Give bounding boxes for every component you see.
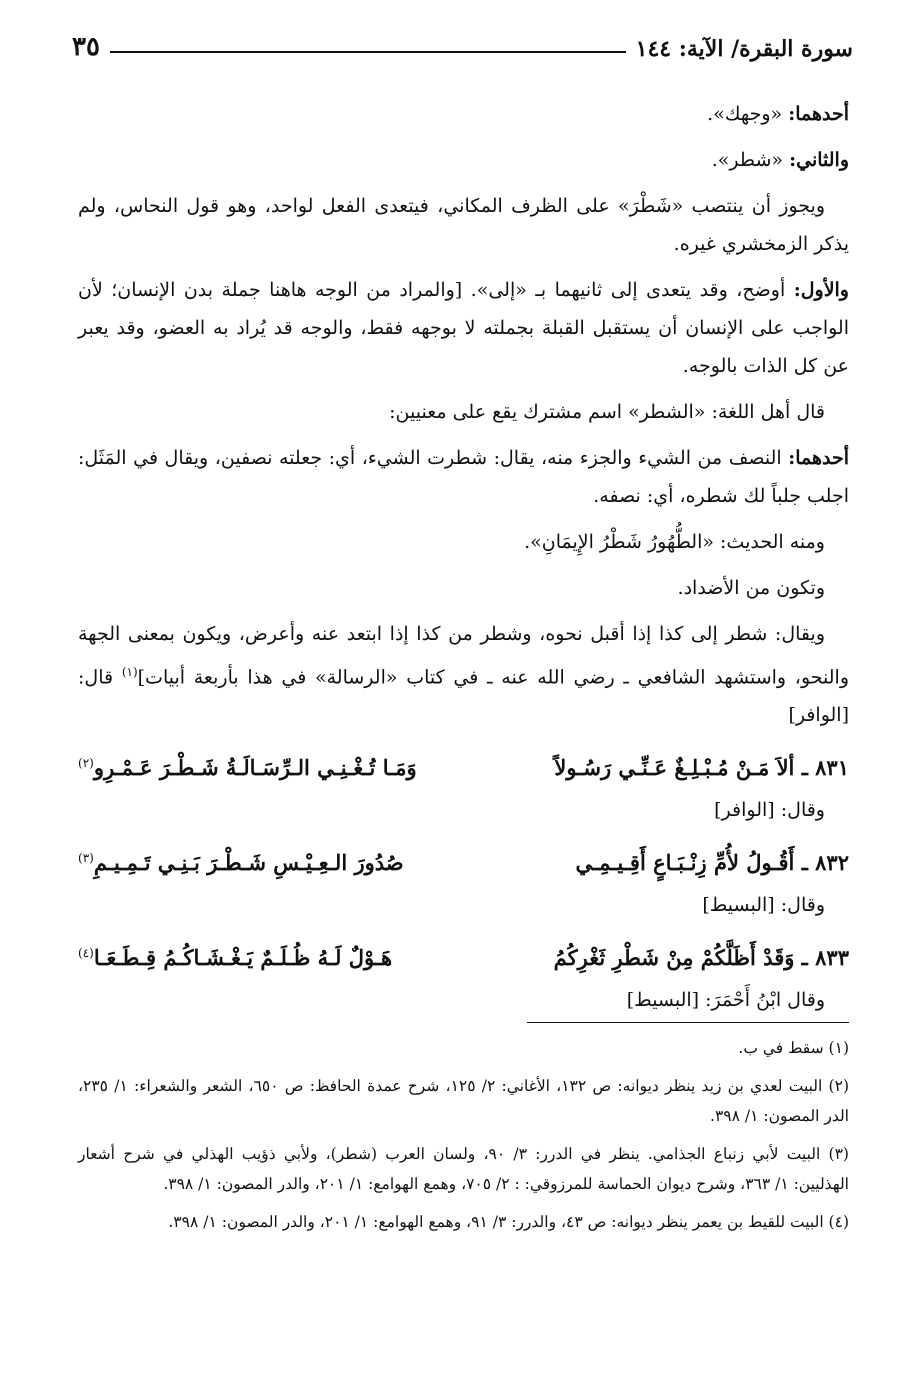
paragraph [78,615,849,734]
paragraph-label: والأول: [793,279,849,301]
verse-first-hemistich: ٨٣٣ ـ وَقَدْ أَظَلَّكُمْ مِنْ شَطْرِ ثَغْرِكُمُ [553,945,849,971]
meter-note: وقال: [الوافر] [714,799,825,822]
hemistich-text: وَمَـا تُـغْـنِـي الـرِّسَـالَـةُ شَـطْـرَ عَـمْـرِو [93,755,417,781]
footnote: (٣) البيت لأبي زنباع الجذامي. ينظر في الدرر: ٣/ ٩٠، ولسان العرب (شطر)، ولأبي ذؤيب الهذلي في شرح أشعار الهذليين: ١/ ٣٦٣، وشرح ديوان الحماسة للمرزوقي: : ٢/ ٧٠٥، وهمع الهوامع: ١/ ٢٠١، والدر المصون: ١/ ٣٩٨. [78,1145,849,1193]
poem-verse [78,839,849,882]
poem-verse [78,934,849,977]
paragraph-text: أوضح، وقد يتعدى إلى ثانيهما بـ «إلى». [والمراد من الوجه هاهنا جملة بدن الإنسان؛ لأن الواجب على الإنسان أن يستقبل القبلة بجملته لا بوجهه فقط، والوجه قد يُراد به العضو، وقد يعبر عن كل الذات بالوجه. [78,279,849,377]
paragraph-text: قال: [الوافر] [78,666,849,727]
verse-second-hemistich [78,934,392,977]
verse-second-hemistich [78,744,417,787]
paragraph: ومنه الحديث: «الطُّهُورُ شَطْرُ الإِيمَانِ». [524,531,825,553]
paragraph-text: «وجهك». [707,103,789,125]
paragraph-text: «شطر». [711,149,790,171]
paragraph-label: والثاني: [789,149,849,171]
paragraph [78,141,849,179]
paragraph [78,439,849,515]
poem-verse [78,744,849,787]
paragraph [78,271,849,385]
paragraph-label: أحدهما: [788,103,849,125]
verse-first-hemistich: ٨٣١ ـ ألاَ مَـنْ مُـبْـلِـغٌ عَـنِّـي رَسُـولاً [554,755,849,781]
main-text [78,95,849,1027]
header-rule [110,51,626,53]
paragraph-text: ويقال: شطر إلى كذا إذا أقبل نحوه، وشطر من كذا إذا ابتعد عنه وأعرض، ويكون بمعنى الجهة والنحو، واستشهد الشافعي ـ رضي الله عنه ـ في كتاب «الرسالة» في هذا بأربعة أبيات] [78,623,849,689]
hemistich-text: هَـوْلٌ لَـهُ ظُـلَـمٌ يَـغْـشَـاكُـمُ قِـطَـعَـا [93,945,393,971]
surah-verse-title: سورة البقرة/ الآية: ١٤٤ [635,36,853,62]
meter-note: وقال ابْنُ أَحْمَرَ: [البسيط] [626,989,825,1012]
footnote: (٤) البيت للقيط بن يعمر ينظر ديوانه: ص ٤٣، والدرر: ٣/ ٩١، وهمع الهوامع: ١/ ٢٠١، والدر المصون: ١/ ٣٩٨. [168,1213,849,1231]
footnote-ref[interactable]: (١) [121,665,138,679]
running-header [72,22,853,62]
paragraph-label: أحدهما: [788,447,849,469]
hemistich-text: صُدُورَ الـعِـيْـسِ شَـطْـرَ بَـنِـي تَـمِـيـمِ [93,850,404,876]
page-number: ٣٥ [72,32,100,62]
footnote-ref[interactable]: (٣) [78,851,94,866]
verse-first-hemistich: ٨٣٢ ـ أَقُـولُ لأُمِّ زِنْـبَـاعٍ أَقِـيـمِـي [575,850,849,876]
footnote-ref[interactable]: (٤) [78,946,94,961]
meter-note: وقال: [البسيط] [702,894,825,917]
verse-second-hemistich [78,839,404,882]
paragraph [78,95,849,133]
footnote: (١) سقط في ب. [738,1039,849,1057]
paragraph-text: النصف من الشيء والجزء منه، يقال: شطرت الشيء، أي: جعلته نصفين، ويقال في المَثَل: اجلب جلباً لك شطره، أي: نصفه. [78,447,849,507]
footnote-ref[interactable]: (٢) [78,756,94,771]
paragraph: وتكون من الأضداد. [677,577,825,599]
paragraph: قال أهل اللغة: «الشطر» اسم مشترك يقع على معنيين: [389,401,825,423]
footnote: (٢) البيت لعدي بن زيد ينظر ديوانه: ص ١٣٢، الأغاني: ٢/ ١٢٥، شرح عمدة الحافظ: ص ٦٥٠، الشعر والشعراء: ١/ ٢٣٥، الدر المصون: ١/ ٣٩٨. [78,1077,849,1125]
paragraph: ويجوز أن ينتصب «شَطْرَ» على الظرف المكاني، فيتعدى الفعل لواحد، وهو قول النحاس، ولم يذكر الزمخشري غيره. [78,195,849,255]
footnotes [78,1022,849,1245]
footnote-rule [527,1022,849,1023]
